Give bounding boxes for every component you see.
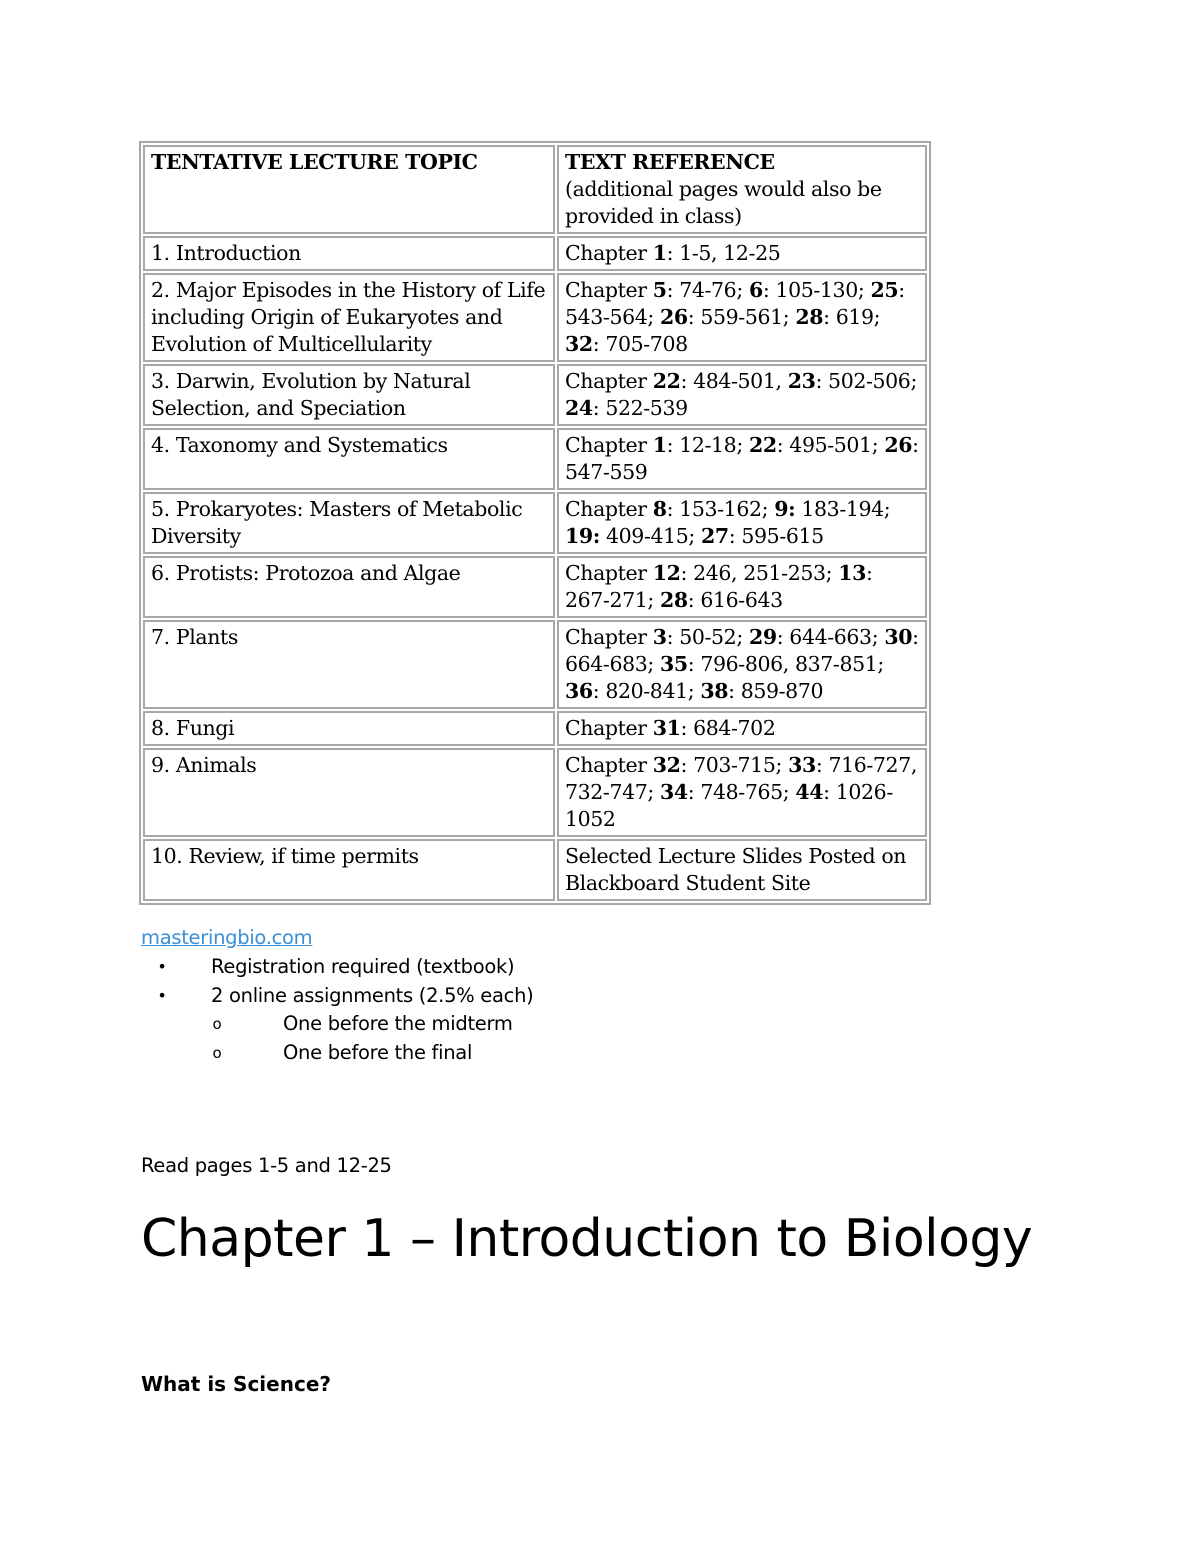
reference-text: : 684-702 [680, 716, 776, 740]
chapter-number: 33 [788, 753, 816, 777]
bullet-text: Registration required (textbook) [211, 955, 515, 978]
chapter-number: 28 [660, 588, 688, 612]
reference-text: Chapter [565, 753, 653, 777]
table-row [143, 748, 927, 837]
topic-cell: 4. Taxonomy and Systematics [143, 428, 555, 490]
reference-text: : 859-870 [728, 679, 824, 703]
reference-cell [557, 556, 927, 618]
header-topic-cell [143, 145, 555, 234]
header-reference-cell [557, 145, 927, 234]
chapter-number: 12 [652, 561, 681, 585]
chapter-number: 25 [870, 278, 899, 302]
chapter-number: 5 [652, 278, 667, 302]
chapter-number: 29 [748, 625, 777, 649]
bullet-circle-icon: o [212, 1043, 222, 1062]
chapter-number: 24 [565, 396, 593, 420]
reference-text: : 267-271; [565, 561, 873, 612]
lecture-schedule-table [139, 141, 931, 905]
chapter-number: 13 [838, 561, 866, 585]
reference-cell [557, 839, 927, 901]
reading-assignment: Read pages 1-5 and 12-25 [141, 1154, 392, 1177]
chapter-number: 22 [652, 369, 681, 393]
topic-cell: 5. Prokaryotes: Masters of Metabolic Diversity [143, 492, 555, 554]
chapter-number: 26 [660, 305, 688, 329]
topic-cell: 2. Major Episodes in the History of Life including Origin of Eukaryotes and Evolution of Multicellularity [143, 273, 555, 362]
reference-cell [557, 273, 927, 362]
reference-text: : 716-727, 732-747; [565, 753, 917, 804]
chapter-number: 22 [748, 433, 777, 457]
reference-text: : 616-643 [687, 588, 783, 612]
reference-text: Chapter [565, 278, 653, 302]
chapter-number: 35 [660, 652, 688, 676]
chapter-number: 34 [660, 780, 688, 804]
chapter-number: 28 [795, 305, 824, 329]
topic-cell: 1. Introduction [143, 236, 555, 271]
table-row [143, 492, 927, 554]
chapter-number: 32 [565, 332, 593, 356]
bullet-item [0, 1039, 700, 1068]
masteringbio-link[interactable]: masteringbio.com [141, 926, 313, 949]
chapter-title: Chapter 1 – Introduction to Biology [141, 1209, 1033, 1269]
chapter-number: 1 [652, 241, 667, 265]
reference-text: 183-194; [795, 497, 891, 521]
chapter-number: 9: [774, 497, 796, 521]
topic-cell: 10. Review, if time permits [143, 839, 555, 901]
table-row [143, 839, 927, 901]
reference-cell [557, 748, 927, 837]
topic-cell: 9. Animals [143, 748, 555, 837]
section-heading: What is Science? [141, 1372, 331, 1396]
bullet-dot-icon: • [157, 985, 167, 1005]
reference-text: : 1026-1052 [565, 780, 893, 831]
reference-text: : 796-806, 837-851; [687, 652, 884, 676]
reference-text: : 105-130; [762, 278, 871, 302]
reference-text: : 703-715; [680, 753, 789, 777]
reference-text: : 522-539 [592, 396, 688, 420]
chapter-number: 23 [787, 369, 816, 393]
bullet-dot-icon: • [157, 957, 167, 976]
topic-cell: 3. Darwin, Evolution by Natural Selection, and Speciation [143, 364, 555, 426]
header-reference-label: TEXT REFERENCE [565, 150, 775, 174]
bullet-text: One before the midterm [283, 1012, 513, 1035]
reference-text: Chapter [565, 625, 653, 649]
header-reference-note: (additional pages would also be provided in class) [565, 177, 882, 228]
reference-text: : 74-76; [666, 278, 749, 302]
chapter-number: 1 [652, 433, 667, 457]
reference-text: : 820-841; [592, 679, 701, 703]
reference-text: : 1-5, 12-25 [666, 241, 781, 265]
reference-text: : 644-663; [776, 625, 885, 649]
chapter-number: 38 [700, 679, 729, 703]
reference-text: : 153-162; [666, 497, 775, 521]
reference-cell [557, 620, 927, 709]
table-header-row [143, 145, 927, 234]
chapter-number: 36 [565, 679, 593, 703]
reference-text: : 664-683; [565, 625, 919, 676]
reference-text: Chapter [565, 716, 653, 740]
reference-cell [557, 711, 927, 746]
bullet-item [0, 1010, 700, 1039]
chapter-number: 44 [795, 780, 824, 804]
reference-text: : 246, 251-253; [680, 561, 839, 585]
reference-text: : 619; [823, 305, 881, 329]
bullet-item [0, 953, 700, 982]
chapter-number: 6 [748, 278, 763, 302]
reference-text: Selected Lecture Slides Posted on Blackboard Student Site [565, 844, 907, 895]
reference-text: Chapter [565, 433, 653, 457]
reference-text: : 559-561; [687, 305, 796, 329]
bullet-list [0, 953, 700, 1067]
reference-text: Chapter [565, 497, 653, 521]
reference-text: : 12-18; [666, 433, 749, 457]
reference-text: Chapter [565, 561, 653, 585]
topic-cell: 8. Fungi [143, 711, 555, 746]
table-row [143, 364, 927, 426]
reference-text: : 502-506; [815, 369, 917, 393]
bullet-circle-icon: o [212, 1015, 222, 1033]
reference-text: : 484-501, [680, 369, 788, 393]
header-topic-label: TENTATIVE LECTURE TOPIC [151, 150, 478, 174]
topic-cell: 7. Plants [143, 620, 555, 709]
table-row [143, 711, 927, 746]
chapter-number: 19: [565, 524, 600, 548]
topic-cell: 6. Protists: Protozoa and Algae [143, 556, 555, 618]
chapter-number: 3 [652, 625, 667, 649]
bullet-text: One before the final [283, 1040, 473, 1064]
reference-text: : 543-564; [565, 278, 905, 329]
chapter-number: 30 [884, 625, 913, 649]
chapter-number: 27 [701, 524, 729, 548]
chapter-number: 31 [652, 716, 681, 740]
reference-text: : 705-708 [592, 332, 688, 356]
reference-text: : 748-765; [687, 780, 796, 804]
reference-text: : 547-559 [565, 433, 919, 484]
table-row [143, 273, 927, 362]
reference-cell [557, 236, 927, 271]
reference-text: Chapter [565, 369, 653, 393]
bullet-item [0, 982, 700, 1011]
reference-cell [557, 364, 927, 426]
table-row [143, 428, 927, 490]
reference-text: : 595-615 [728, 524, 824, 548]
bullet-text: 2 online assignments (2.5% each) [211, 983, 534, 1007]
reference-cell [557, 428, 927, 490]
chapter-number: 8 [652, 497, 667, 521]
chapter-number: 32 [652, 753, 681, 777]
table-row [143, 620, 927, 709]
table-row [143, 556, 927, 618]
reference-text: : 50-52; [666, 625, 749, 649]
reference-cell [557, 492, 927, 554]
reference-text: 409-415; [599, 524, 702, 548]
reference-text: Chapter [565, 241, 653, 265]
table-row [143, 236, 927, 271]
chapter-number: 26 [884, 433, 913, 457]
reference-text: : 495-501; [776, 433, 885, 457]
